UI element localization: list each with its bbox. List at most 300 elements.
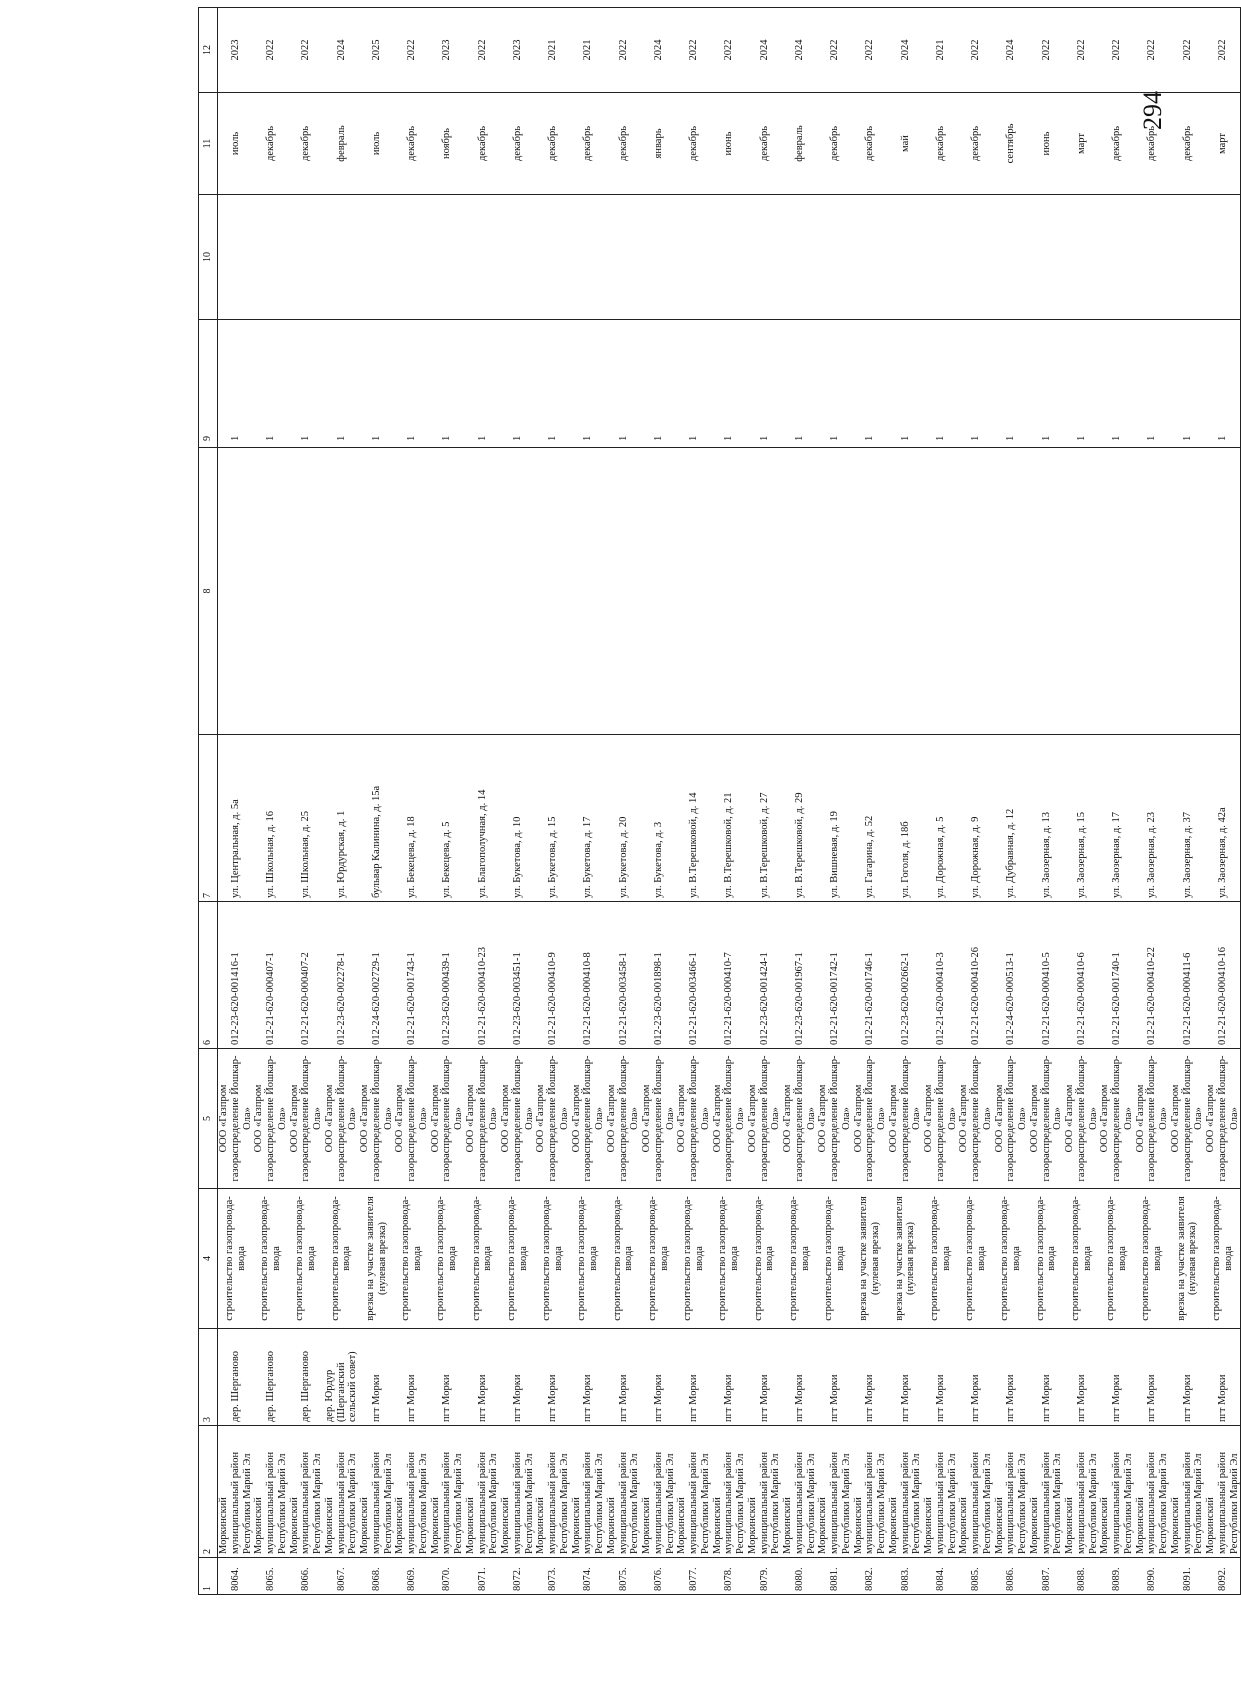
locality-cell: пгт Морки — [500, 1329, 535, 1426]
count-cell: 1 — [817, 320, 852, 448]
address-cell: ул. Букетова, д. 17 — [571, 735, 606, 902]
address-cell: ул. В.Терешковой, д. 29 — [782, 735, 817, 902]
empty-cell-8 — [394, 448, 429, 735]
address-cell: ул. Букетова, д. 3 — [641, 735, 676, 902]
row-number: 8083. — [888, 1558, 923, 1595]
row-number: 8089. — [1099, 1558, 1134, 1595]
district-cell: Моркинский муниципальный район Республики Марий Эл — [747, 1426, 782, 1558]
application-code-cell: 012-23-620-001898-1 — [641, 902, 676, 1049]
address-cell: бульвар Калинина, д. 15а — [359, 735, 394, 902]
empty-cell-10 — [747, 195, 782, 320]
year-cell: 2022 — [1135, 8, 1170, 93]
empty-cell-10 — [923, 195, 958, 320]
month-cell: декабрь — [500, 93, 535, 195]
empty-cell-8 — [1170, 448, 1205, 735]
work-type-cell: строительство газопровода-ввода — [324, 1189, 359, 1329]
organization-cell: ООО «Газпром газораспределение Йошкар-Ола» — [782, 1049, 817, 1189]
application-code-cell: 012-21-620-000410-16 — [1205, 902, 1241, 1049]
organization-cell: ООО «Газпром газораспределение Йошкар-Ола» — [1064, 1049, 1099, 1189]
month-cell: март — [1064, 93, 1099, 195]
row-number: 8092. — [1205, 1558, 1241, 1595]
column-header-12: 12 — [199, 8, 218, 93]
work-type-cell: строительство газопровода-ввода — [535, 1189, 570, 1329]
row-number: 8084. — [923, 1558, 958, 1595]
empty-cell-8 — [500, 448, 535, 735]
empty-cell-10 — [1205, 195, 1241, 320]
application-code-cell: 012-23-620-001967-1 — [782, 902, 817, 1049]
year-cell: 2024 — [782, 8, 817, 93]
row-number: 8068. — [359, 1558, 394, 1595]
application-code-cell: 012-21-620-001743-1 — [394, 902, 429, 1049]
locality-cell: пгт Морки — [465, 1329, 500, 1426]
count-cell: 1 — [500, 320, 535, 448]
column-header-7: 7 — [199, 735, 218, 902]
year-cell: 2021 — [923, 8, 958, 93]
locality-cell: пгт Морки — [747, 1329, 782, 1426]
locality-cell: пгт Морки — [430, 1329, 465, 1426]
table-row — [359, 8, 394, 1595]
district-cell: Моркинский муниципальный район Республики Марий Эл — [606, 1426, 641, 1558]
empty-cell-8 — [571, 448, 606, 735]
month-cell: декабрь — [958, 93, 993, 195]
count-cell: 1 — [324, 320, 359, 448]
count-cell: 1 — [465, 320, 500, 448]
organization-cell: ООО «Газпром газораспределение Йошкар-Ола» — [218, 1049, 254, 1189]
year-cell: 2022 — [606, 8, 641, 93]
address-cell: ул. Букетова, д. 15 — [535, 735, 570, 902]
count-cell: 1 — [923, 320, 958, 448]
month-cell: июль — [359, 93, 394, 195]
empty-cell-8 — [1205, 448, 1241, 735]
locality-cell: пгт Морки — [1135, 1329, 1170, 1426]
organization-cell: ООО «Газпром газораспределение Йошкар-Ола» — [571, 1049, 606, 1189]
organization-cell: ООО «Газпром газораспределение Йошкар-Ола» — [465, 1049, 500, 1189]
organization-cell: ООО «Газпром газораспределение Йошкар-Ола» — [888, 1049, 923, 1189]
table-row — [535, 8, 570, 1595]
table-row — [1064, 8, 1099, 1595]
locality-cell: пгт Морки — [606, 1329, 641, 1426]
count-cell: 1 — [606, 320, 641, 448]
application-code-cell: 012-21-620-000410-23 — [465, 902, 500, 1049]
empty-cell-8 — [253, 448, 288, 735]
address-cell: ул. В.Терешковой, д. 21 — [712, 735, 747, 902]
empty-cell-8 — [1135, 448, 1170, 735]
empty-cell-8 — [782, 448, 817, 735]
work-type-cell: строительство газопровода-ввода — [958, 1189, 993, 1329]
table-row — [218, 8, 254, 1595]
column-header-2: 2 — [199, 1426, 218, 1558]
empty-cell-10 — [465, 195, 500, 320]
district-cell: Моркинский муниципальный район Республики Марий Эл — [923, 1426, 958, 1558]
table-row — [676, 8, 711, 1595]
row-number: 8076. — [641, 1558, 676, 1595]
count-cell: 1 — [218, 320, 254, 448]
empty-cell-8 — [958, 448, 993, 735]
row-number: 8070. — [430, 1558, 465, 1595]
district-cell: Моркинский муниципальный район Республики Марий Эл — [712, 1426, 747, 1558]
address-cell: ул. Дубравная, д. 12 — [994, 735, 1029, 902]
empty-cell-10 — [571, 195, 606, 320]
work-type-cell: строительство газопровода-ввода — [253, 1189, 288, 1329]
locality-cell: пгт Морки — [1099, 1329, 1134, 1426]
year-cell: 2022 — [1205, 8, 1241, 93]
empty-cell-10 — [782, 195, 817, 320]
work-type-cell: строительство газопровода-ввода — [712, 1189, 747, 1329]
month-cell: декабрь — [465, 93, 500, 195]
application-code-cell: 012-21-620-000410-26 — [958, 902, 993, 1049]
year-cell: 2024 — [888, 8, 923, 93]
row-number: 8066. — [289, 1558, 324, 1595]
table-row — [747, 8, 782, 1595]
address-cell: ул. Бекецева, д. 5 — [430, 735, 465, 902]
empty-cell-10 — [324, 195, 359, 320]
district-cell: Моркинский муниципальный район Республики Марий Эл — [571, 1426, 606, 1558]
empty-cell-10 — [289, 195, 324, 320]
locality-cell: пгт Морки — [1170, 1329, 1205, 1426]
application-code-cell: 012-21-620-000410-3 — [923, 902, 958, 1049]
year-cell: 2022 — [853, 8, 888, 93]
table-row — [1135, 8, 1170, 1595]
application-code-cell: 012-21-620-000410-22 — [1135, 902, 1170, 1049]
month-cell: декабрь — [1170, 93, 1205, 195]
count-cell: 1 — [359, 320, 394, 448]
month-cell: декабрь — [676, 93, 711, 195]
count-cell: 1 — [1170, 320, 1205, 448]
table-row — [571, 8, 606, 1595]
application-code-cell: 012-21-620-000410-9 — [535, 902, 570, 1049]
empty-cell-8 — [359, 448, 394, 735]
row-number: 8074. — [571, 1558, 606, 1595]
locality-cell: пгт Морки — [1064, 1329, 1099, 1426]
year-cell: 2023 — [218, 8, 254, 93]
work-type-cell: врезка на участке заявителя (нулевая врезка) — [1170, 1189, 1205, 1329]
application-code-cell: 012-24-620-002729-1 — [359, 902, 394, 1049]
empty-cell-8 — [641, 448, 676, 735]
count-cell: 1 — [712, 320, 747, 448]
empty-cell-8 — [712, 448, 747, 735]
work-type-cell: строительство газопровода-ввода — [289, 1189, 324, 1329]
locality-cell: пгт Морки — [1029, 1329, 1064, 1426]
work-type-cell: строительство газопровода-ввода — [394, 1189, 429, 1329]
district-cell: Моркинский муниципальный район Республики Марий Эл — [817, 1426, 852, 1558]
row-number: 8067. — [324, 1558, 359, 1595]
organization-cell: ООО «Газпром газораспределение Йошкар-Ола» — [289, 1049, 324, 1189]
table-row — [782, 8, 817, 1595]
district-cell: Моркинский муниципальный район Республики Марий Эл — [218, 1426, 254, 1558]
address-cell: ул. Букетова, д. 10 — [500, 735, 535, 902]
table-row — [253, 8, 288, 1595]
district-cell: Моркинский муниципальный район Республики Марий Эл — [888, 1426, 923, 1558]
organization-cell: ООО «Газпром газораспределение Йошкар-Ола» — [535, 1049, 570, 1189]
table-row — [289, 8, 324, 1595]
empty-cell-10 — [712, 195, 747, 320]
count-cell: 1 — [289, 320, 324, 448]
empty-cell-10 — [641, 195, 676, 320]
table-row — [958, 8, 993, 1595]
work-type-cell: врезка на участке заявителя (нулевая врезка) — [359, 1189, 394, 1329]
empty-cell-8 — [218, 448, 254, 735]
row-number: 8090. — [1135, 1558, 1170, 1595]
address-cell: ул. Школьная, д. 16 — [253, 735, 288, 902]
month-cell: июнь — [1029, 93, 1064, 195]
table-row — [606, 8, 641, 1595]
month-cell: декабрь — [606, 93, 641, 195]
month-cell: сентябрь — [994, 93, 1029, 195]
locality-cell: пгт Морки — [782, 1329, 817, 1426]
column-header-1: 1 — [199, 1558, 218, 1595]
work-type-cell: строительство газопровода-ввода — [676, 1189, 711, 1329]
year-cell: 2022 — [1170, 8, 1205, 93]
district-cell: Моркинский муниципальный район Республики Марий Эл — [1099, 1426, 1134, 1558]
empty-cell-10 — [817, 195, 852, 320]
locality-cell: пгт Морки — [641, 1329, 676, 1426]
application-code-cell: 012-23-620-001424-1 — [747, 902, 782, 1049]
column-header-6: 6 — [199, 902, 218, 1049]
year-cell: 2022 — [394, 8, 429, 93]
district-cell: Моркинский муниципальный район Республики Марий Эл — [535, 1426, 570, 1558]
locality-cell: пгт Морки — [535, 1329, 570, 1426]
address-cell: ул. Бекецева, д. 18 — [394, 735, 429, 902]
empty-cell-10 — [888, 195, 923, 320]
locality-cell: пгт Морки — [853, 1329, 888, 1426]
month-cell: декабрь — [817, 93, 852, 195]
table-row — [465, 8, 500, 1595]
row-number: 8087. — [1029, 1558, 1064, 1595]
table-row — [1205, 8, 1241, 1595]
table-row — [430, 8, 465, 1595]
column-header-3: 3 — [199, 1329, 218, 1426]
locality-cell: пгт Морки — [1205, 1329, 1241, 1426]
count-cell: 1 — [535, 320, 570, 448]
address-cell: ул. Букетова, д. 20 — [606, 735, 641, 902]
organization-cell: ООО «Газпром газораспределение Йошкар-Ола» — [1170, 1049, 1205, 1189]
row-number: 8065. — [253, 1558, 288, 1595]
month-cell: декабрь — [747, 93, 782, 195]
address-cell: ул. Заозерная, д. 13 — [1029, 735, 1064, 902]
empty-cell-8 — [994, 448, 1029, 735]
row-number: 8086. — [994, 1558, 1029, 1595]
locality-cell: пгт Морки — [394, 1329, 429, 1426]
count-cell: 1 — [1135, 320, 1170, 448]
locality-cell: дер. Юрдур (Шерганский сельский совет) — [324, 1329, 359, 1426]
empty-cell-8 — [817, 448, 852, 735]
work-type-cell: строительство газопровода-ввода — [606, 1189, 641, 1329]
work-type-cell: строительство газопровода-ввода — [500, 1189, 535, 1329]
empty-cell-10 — [1099, 195, 1134, 320]
row-number: 8071. — [465, 1558, 500, 1595]
address-cell: ул. Гоголя, д. 18б — [888, 735, 923, 902]
year-cell: 2022 — [253, 8, 288, 93]
month-cell: июль — [218, 93, 254, 195]
work-type-cell: врезка на участке заявителя (нулевая врезка) — [888, 1189, 923, 1329]
application-code-cell: 012-23-620-003451-1 — [500, 902, 535, 1049]
row-number: 8064. — [218, 1558, 254, 1595]
empty-cell-8 — [535, 448, 570, 735]
month-cell: май — [888, 93, 923, 195]
work-type-cell: строительство газопровода-ввода — [1099, 1189, 1134, 1329]
locality-cell: пгт Морки — [923, 1329, 958, 1426]
empty-cell-8 — [465, 448, 500, 735]
year-cell: 2025 — [359, 8, 394, 93]
address-cell: ул. Гагарина, д. 52 — [853, 735, 888, 902]
empty-cell-10 — [994, 195, 1029, 320]
locality-cell: дер. Шерганово — [289, 1329, 324, 1426]
district-cell: Моркинский муниципальный район Республики Марий Эл — [1170, 1426, 1205, 1558]
district-cell: Моркинский муниципальный район Республики Марий Эл — [853, 1426, 888, 1558]
year-cell: 2022 — [676, 8, 711, 93]
empty-cell-10 — [253, 195, 288, 320]
column-header-11: 11 — [199, 93, 218, 195]
address-cell: ул. Дорожная, д. 9 — [958, 735, 993, 902]
empty-cell-10 — [1170, 195, 1205, 320]
count-cell: 1 — [571, 320, 606, 448]
application-code-cell: 012-21-620-000407-2 — [289, 902, 324, 1049]
column-number-row — [199, 8, 218, 1595]
work-type-cell: строительство газопровода-ввода — [641, 1189, 676, 1329]
row-number: 8082. — [853, 1558, 888, 1595]
work-type-cell: строительство газопровода-ввода — [782, 1189, 817, 1329]
district-cell: Моркинский муниципальный район Республики Марий Эл — [641, 1426, 676, 1558]
count-cell: 1 — [994, 320, 1029, 448]
empty-cell-10 — [430, 195, 465, 320]
organization-cell: ООО «Газпром газораспределение Йошкар-Ола» — [324, 1049, 359, 1189]
locality-cell: пгт Морки — [571, 1329, 606, 1426]
address-cell: ул. Заозерная, д. 42а — [1205, 735, 1241, 902]
district-cell: Моркинский муниципальный район Республики Марий Эл — [1064, 1426, 1099, 1558]
address-cell: ул. Заозерная, д. 15 — [1064, 735, 1099, 902]
month-cell: декабрь — [1099, 93, 1134, 195]
application-code-cell: 012-21-620-001742-1 — [817, 902, 852, 1049]
application-code-cell: 012-21-620-003466-1 — [676, 902, 711, 1049]
work-type-cell: строительство газопровода-ввода — [747, 1189, 782, 1329]
work-type-cell: строительство газопровода-ввода — [571, 1189, 606, 1329]
empty-cell-8 — [1029, 448, 1064, 735]
empty-cell-10 — [853, 195, 888, 320]
district-cell: Моркинский муниципальный район Республики Марий Эл — [1205, 1426, 1241, 1558]
district-cell: Моркинский муниципальный район Республики Марий Эл — [359, 1426, 394, 1558]
address-cell: ул. Благополучная, д. 14 — [465, 735, 500, 902]
row-number: 8079. — [747, 1558, 782, 1595]
year-cell: 2021 — [535, 8, 570, 93]
locality-cell: пгт Морки — [994, 1329, 1029, 1426]
table-row — [394, 8, 429, 1595]
month-cell: декабрь — [289, 93, 324, 195]
table-row — [817, 8, 852, 1595]
month-cell: декабрь — [253, 93, 288, 195]
rotated-table-container — [198, 39, 1240, 1595]
count-cell: 1 — [641, 320, 676, 448]
empty-cell-10 — [359, 195, 394, 320]
address-cell: ул. Заозерная, д. 37 — [1170, 735, 1205, 902]
year-cell: 2021 — [571, 8, 606, 93]
year-cell: 2022 — [712, 8, 747, 93]
work-type-cell: строительство газопровода-ввода — [1135, 1189, 1170, 1329]
organization-cell: ООО «Газпром газораспределение Йошкар-Ола» — [1099, 1049, 1134, 1189]
empty-cell-10 — [394, 195, 429, 320]
empty-cell-8 — [1064, 448, 1099, 735]
empty-cell-8 — [853, 448, 888, 735]
count-cell: 1 — [253, 320, 288, 448]
month-cell: июнь — [712, 93, 747, 195]
row-number: 8077. — [676, 1558, 711, 1595]
work-type-cell: строительство газопровода-ввода — [817, 1189, 852, 1329]
empty-cell-10 — [1029, 195, 1064, 320]
organization-cell: ООО «Газпром газораспределение Йошкар-Ола» — [712, 1049, 747, 1189]
row-number: 8073. — [535, 1558, 570, 1595]
empty-cell-8 — [923, 448, 958, 735]
address-cell: ул. Юрдурская, д. 1 — [324, 735, 359, 902]
locality-cell: пгт Морки — [817, 1329, 852, 1426]
year-cell: 2022 — [465, 8, 500, 93]
column-header-8: 8 — [199, 448, 218, 735]
work-type-cell: строительство газопровода-ввода — [430, 1189, 465, 1329]
application-code-cell: 012-21-620-000411-6 — [1170, 902, 1205, 1049]
year-cell: 2024 — [641, 8, 676, 93]
count-cell: 1 — [958, 320, 993, 448]
row-number: 8085. — [958, 1558, 993, 1595]
address-cell: ул. Заозерная, д. 17 — [1099, 735, 1134, 902]
application-code-cell: 012-21-620-001746-1 — [853, 902, 888, 1049]
locality-cell: пгт Морки — [712, 1329, 747, 1426]
empty-cell-10 — [218, 195, 254, 320]
empty-cell-10 — [1064, 195, 1099, 320]
year-cell: 2023 — [430, 8, 465, 93]
month-cell: декабрь — [853, 93, 888, 195]
column-header-10: 10 — [199, 195, 218, 320]
application-code-cell: 012-21-620-000410-6 — [1064, 902, 1099, 1049]
row-number: 8078. — [712, 1558, 747, 1595]
year-cell: 2024 — [747, 8, 782, 93]
row-number: 8081. — [817, 1558, 852, 1595]
table-row — [1170, 8, 1205, 1595]
locality-cell: дер. Шерганово — [218, 1329, 254, 1426]
district-cell: Моркинский муниципальный район Республики Марий Эл — [253, 1426, 288, 1558]
address-cell: ул. В.Терешковой, д. 14 — [676, 735, 711, 902]
work-type-cell: врезка на участке заявителя (нулевая врезка) — [853, 1189, 888, 1329]
month-cell: декабрь — [535, 93, 570, 195]
address-cell: ул. Центральная, д. 5а — [218, 735, 254, 902]
organization-cell: ООО «Газпром газораспределение Йошкар-Ола» — [923, 1049, 958, 1189]
organization-cell: ООО «Газпром газораспределение Йошкар-Ола» — [253, 1049, 288, 1189]
work-type-cell: строительство газопровода-ввода — [1029, 1189, 1064, 1329]
empty-cell-10 — [500, 195, 535, 320]
count-cell: 1 — [1099, 320, 1134, 448]
organization-cell: ООО «Газпром газораспределение Йошкар-Ола» — [641, 1049, 676, 1189]
district-cell: Моркинский муниципальный район Республики Марий Эл — [1135, 1426, 1170, 1558]
month-cell: декабрь — [571, 93, 606, 195]
count-cell: 1 — [853, 320, 888, 448]
district-cell: Моркинский муниципальный район Республики Марий Эл — [430, 1426, 465, 1558]
month-cell: март — [1205, 93, 1241, 195]
month-cell: февраль — [324, 93, 359, 195]
table-row — [994, 8, 1029, 1595]
address-cell: ул. Школьная, д. 25 — [289, 735, 324, 902]
year-cell: 2023 — [500, 8, 535, 93]
count-cell: 1 — [1205, 320, 1241, 448]
application-code-cell: 012-24-620-000513-1 — [994, 902, 1029, 1049]
organization-cell: ООО «Газпром газораспределение Йошкар-Ола» — [853, 1049, 888, 1189]
table-row — [923, 8, 958, 1595]
month-cell: ноябрь — [430, 93, 465, 195]
empty-cell-8 — [606, 448, 641, 735]
month-cell: февраль — [782, 93, 817, 195]
table-row — [500, 8, 535, 1595]
count-cell: 1 — [394, 320, 429, 448]
month-cell: январь — [641, 93, 676, 195]
table-row — [712, 8, 747, 1595]
row-number: 8069. — [394, 1558, 429, 1595]
organization-cell: ООО «Газпром газораспределение Йошкар-Ола» — [994, 1049, 1029, 1189]
